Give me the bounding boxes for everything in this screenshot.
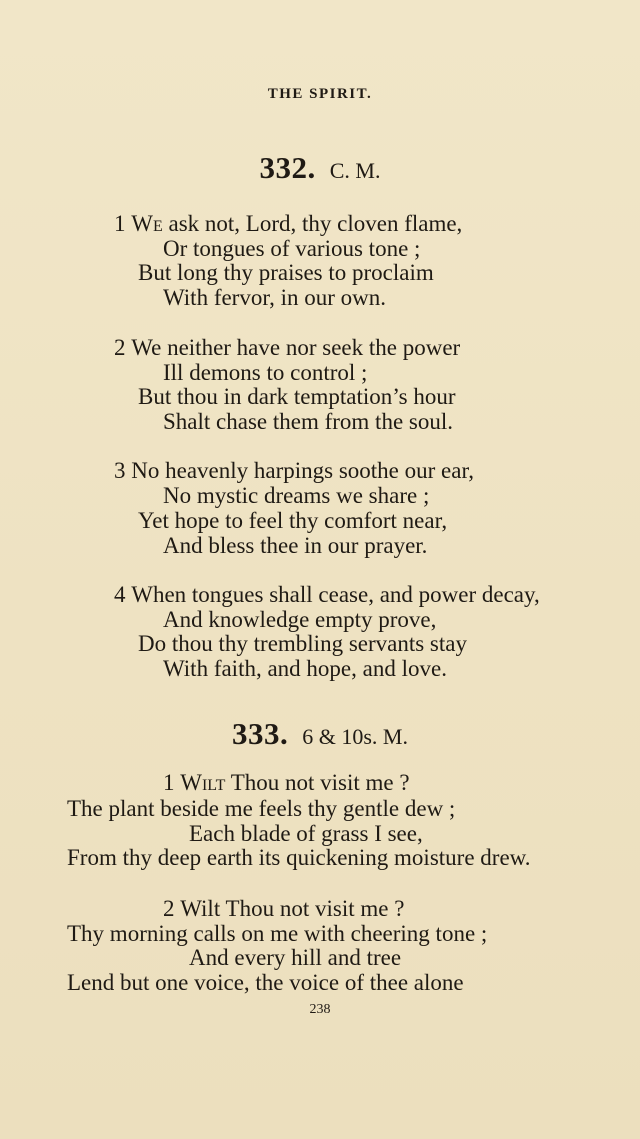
stanza-line: 1 We ask not, Lord, thy cloven flame, [114, 211, 463, 236]
stanza-line: But long thy praises to proclaim [138, 260, 434, 285]
stanza-number: 2 [114, 335, 126, 360]
stanza-line: Ill demons to control ; [163, 360, 368, 385]
stanza-line: Each blade of grass I see, [189, 821, 423, 846]
stanza-number: 3 [114, 458, 126, 483]
stanza-line: 2 We neither have nor seek the power [114, 335, 461, 360]
stanza-line: With fervor, in our own. [163, 285, 386, 310]
stanza-line: But thou in dark temptation’s hour [138, 384, 456, 409]
stanza-number: 2 [163, 896, 175, 921]
stanza-line: Shalt chase them from the soul. [163, 409, 453, 434]
stanza-line: Lend but one voice, the voice of thee alone [67, 970, 464, 995]
page-number: 238 [309, 1002, 331, 1017]
stanza-line: And bless thee in our prayer. [163, 533, 428, 558]
stanza-line: Thy morning calls on me with cheering tone ; [67, 921, 488, 946]
hymn-number: 333. [232, 716, 289, 751]
hymn-333-heading [0, 716, 640, 752]
stanza-line: The plant beside me feels thy gentle dew ; [67, 796, 456, 821]
stanza-number: 4 [114, 582, 126, 607]
stanza-line: No mystic dreams we share ; [163, 483, 430, 508]
stanza-number: 1 [114, 211, 126, 236]
stanza-line: 4 When tongues shall cease, and power decay, [114, 582, 540, 607]
stanza-line: And every hill and tree [189, 945, 402, 970]
hymn-332-heading [0, 150, 640, 186]
stanza-line: 2 Wilt Thou not visit me ? [163, 896, 405, 921]
stanza-line: 3 No heavenly harpings soothe our ear, [114, 458, 474, 483]
stanza-line: Or tongues of various tone ; [163, 236, 421, 261]
stanza-line: Yet hope to feel thy comfort near, [138, 508, 448, 533]
stanza-number: 1 [163, 770, 175, 795]
running-head: THE SPIRIT. [267, 86, 373, 102]
stanza-line: 1 Wilt Thou not visit me ? [163, 770, 410, 795]
stanza-line: From thy deep earth its quickening moisture drew. [67, 845, 531, 870]
stanza-line: And knowledge empty prove, [163, 607, 437, 632]
hymn-meter: 6 & 10s. M. [302, 724, 408, 749]
hymn-number: 332. [259, 150, 316, 185]
hymn-meter: C. M. [329, 158, 381, 183]
stanza-line: Do thou thy trembling servants stay [138, 631, 467, 656]
stanza-line: With faith, and hope, and love. [163, 656, 447, 681]
